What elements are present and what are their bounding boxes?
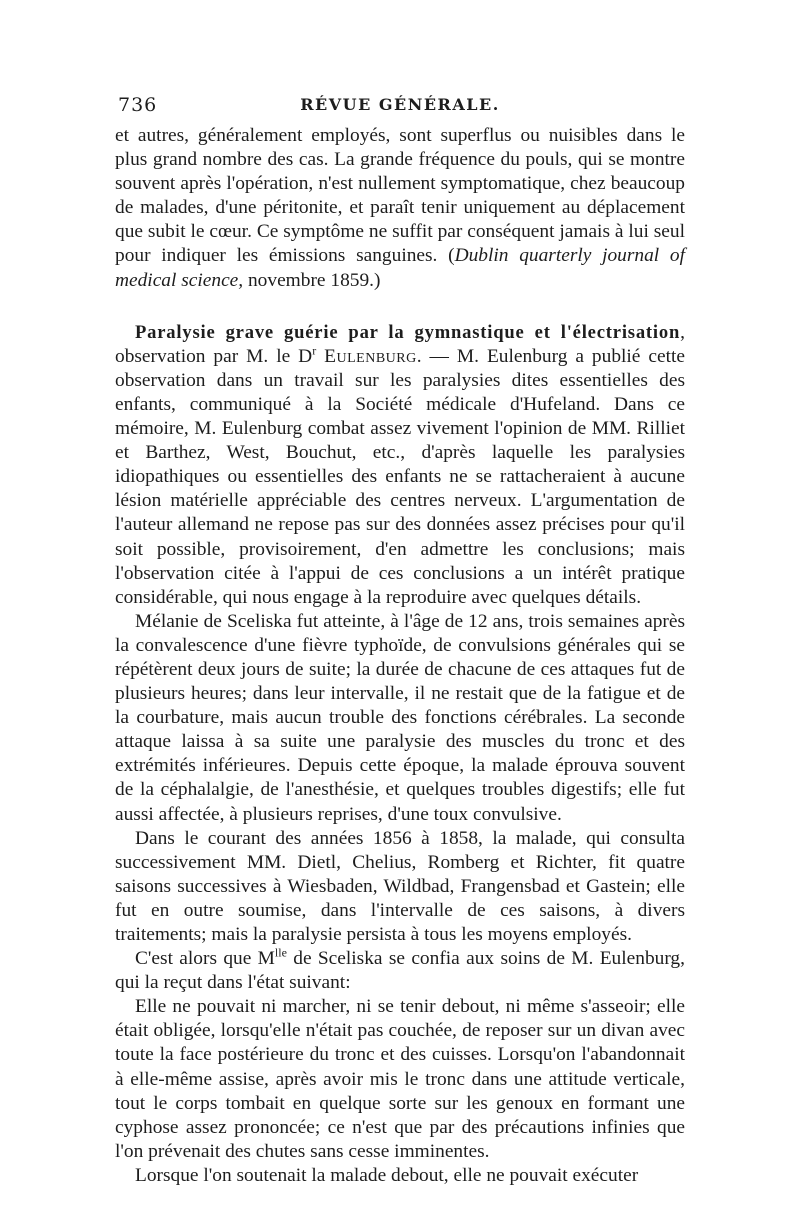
paragraph-mlle: [115, 947, 685, 995]
mlle-after: de Sceliska se confia aux soins de M. Eulenburg, qui la reçut dans l'état suivant:: [115, 948, 685, 994]
byline-prefix: , observation par M. le D: [115, 321, 685, 367]
author-name: Eulenburg: [324, 345, 417, 367]
article-first-paragraph: [115, 321, 685, 610]
running-head: [115, 94, 685, 124]
continuation-text: et autres, généralement employés, sont superflus ou nuisibles dans le plus grand nombre des cas. La grande fréquence du pouls, qui se montre souvent après l'opération, n'est nullement symptomatique, chez beaucoup de malades, d'une péritonite, et paraît tenir uniquement au déplacement que subit le cœur. Ce symptôme ne suffit par conséquent jamais à lui seul pour indiquer les émissions sanguines.: [115, 125, 685, 267]
paragraph: Mélanie de Sceliska fut atteinte, à l'âge de 12 ans, trois semaines après la convalescence d'une fièvre typhoïde, de convulsions générales qui se répétèrent deux jours de suite; la durée de chacune de ces attaques fut de plusieurs heures; dans leur intervalle, il ne restait que de la fatigue et de la courbature, mais aucun trouble des fonctions cérébrales. La seconde attaque laissa à sa suite une paralysie des muscles du tronc et des extrémités inférieures. Depuis cette époque, la malade éprouva souvent de la céphalalgie, de l'anesthésie, et quelques troubles digestifs; elle fut aussi affectée, à plusieurs reprises, d'une toux convulsive.: [115, 610, 685, 825]
paragraph: Elle ne pouvait ni marcher, ni se tenir debout, ni même s'asseoir; elle était obligée, lorsqu'elle n'était pas couchée, de reposer sur un divan avec toute la face postérieure du tronc et des cuisses. Lorsqu'on l'abandonnait à elle-même assise, après avoir mis le tronc dans une attitude verticale, tout le corps tombait en quelque sorte sur les genoux en formant une cyphose assez prononcée; ce n'est que par des précautions infinies que l'on prévenait des chutes sans cesse imminentes.: [115, 996, 685, 1162]
body-text: [115, 124, 685, 1188]
mlle-sup: lle: [274, 945, 287, 960]
running-title: RÉVUE GÉNÉRALE.: [300, 95, 500, 114]
mlle-before: C'est alors que M: [135, 948, 275, 970]
byline-sup: r: [312, 343, 317, 358]
paragraph-continuation: [115, 124, 685, 293]
citation-date: novembre 1859.): [243, 269, 381, 291]
page-number: 736: [118, 94, 158, 116]
article-title: Paralysie grave guérie par la gymnastique et l'électrisation: [135, 321, 681, 343]
citation-open: (: [448, 245, 455, 267]
paragraph: Dans le courant des années 1856 à 1858, la malade, qui consulta successivement MM. Dietl, Chelius, Romberg et Richter, fit quatre saisons successives à Wiesbaden, Wildbad, Frangensbad et Gastein; elle fut en outre soumise, dans l'intervalle de ces saisons, à divers traitements; mais la paralysie persista à tous les moyens employés.: [115, 827, 685, 945]
article-intro: . — M. Eulenburg a publié cette observation dans un travail sur les paralysies dites essentielles des enfants, communiqué à la Société médicale d'Hufeland. Dans ce mémoire, M. Eulenburg combat assez vivement l'opinion de MM. Rilliet et Barthez, West, Bouchut, etc., d'après laquelle les paralysies idiopathiques ou essentielles des enfants ne se rattacheraient à aucune lésion matérielle appréciable des centres nerveux. L'argumentation de l'auteur allemand ne repose pas sur des données assez précises pour qu'il soit possible, provisoirement, d'en admettre les conclusions; mais l'observation citée à l'appui de ces conclusions a un intérêt pratique considérable, qui nous engage à la reproduire avec quelques détails.: [115, 345, 685, 608]
paragraph-last: Lorsque l'on soutenait la malade debout, elle ne pouvait exécuter: [135, 1164, 639, 1186]
journal-citation: Dublin quarterly journal of medical science,: [115, 245, 685, 291]
